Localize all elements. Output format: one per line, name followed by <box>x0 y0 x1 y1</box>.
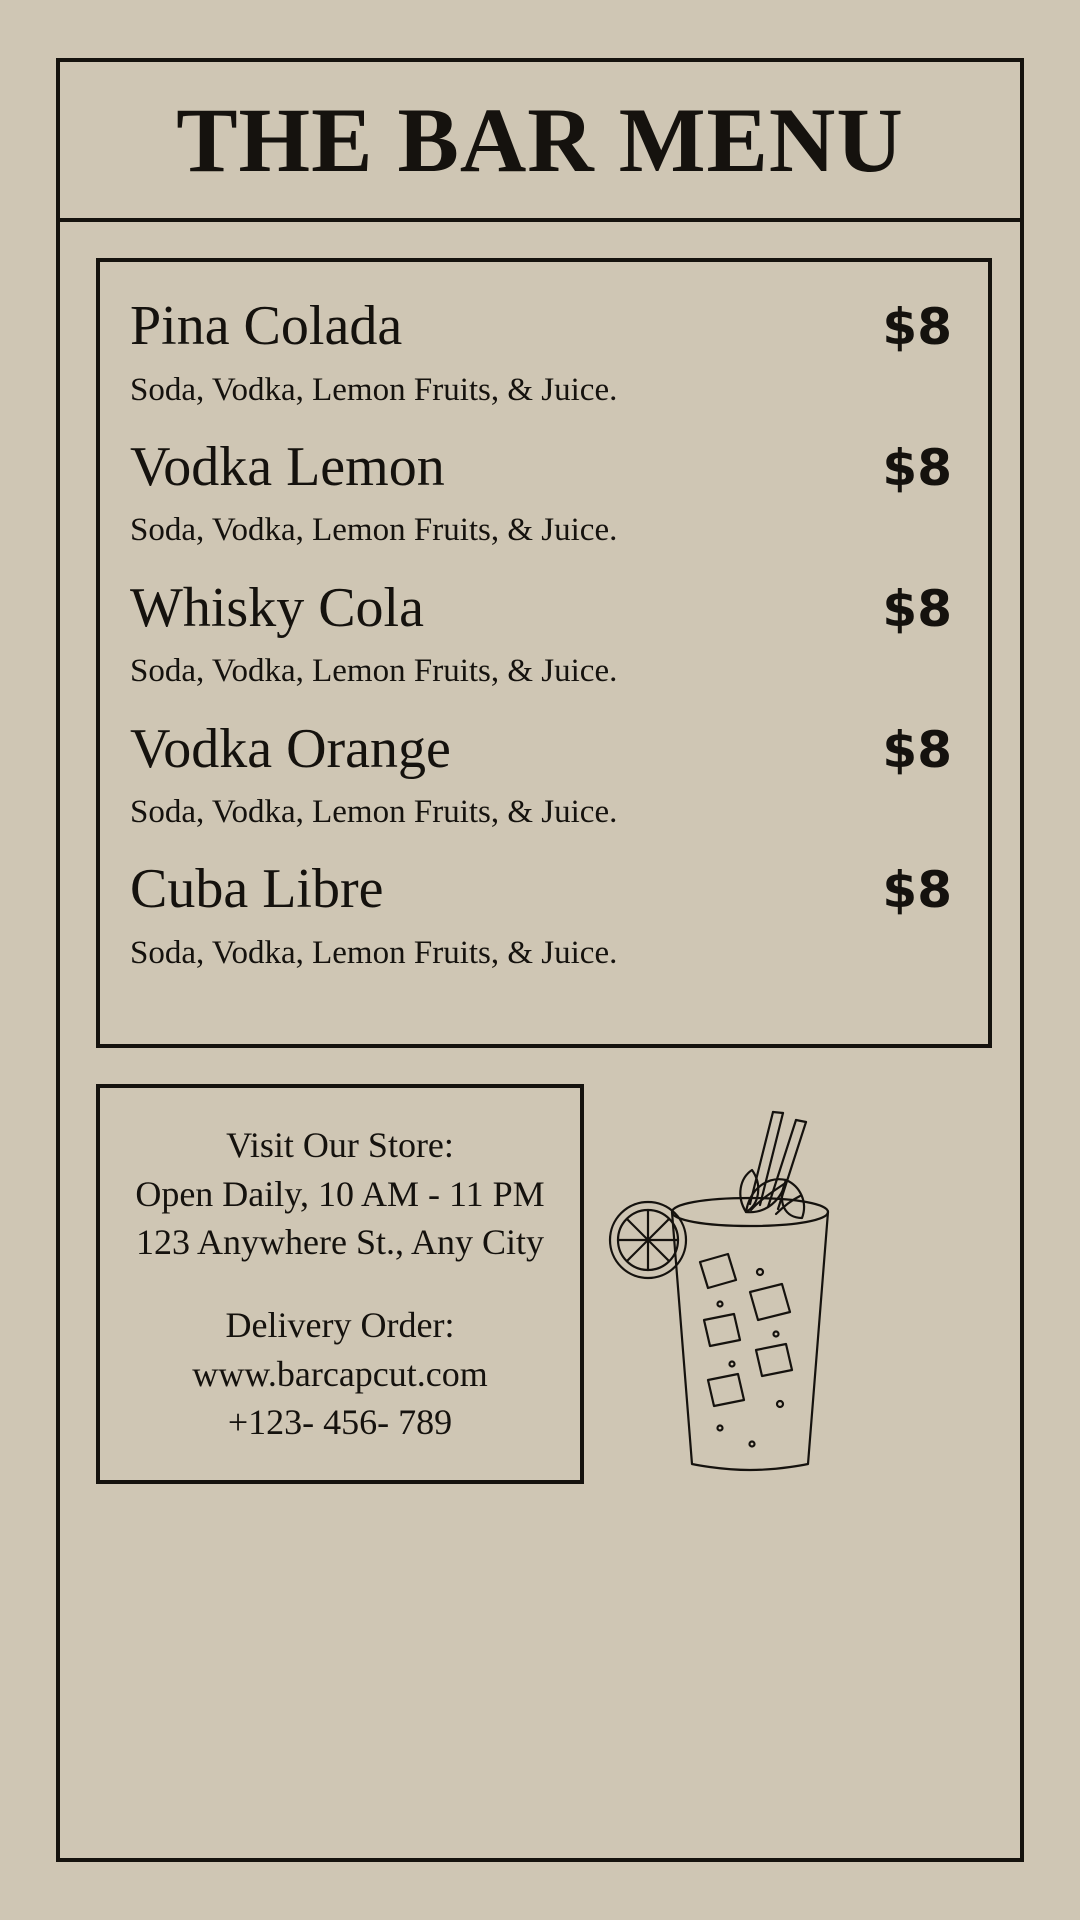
menu-item-name: Pina Colada <box>130 295 403 357</box>
menu-item-price: $8 <box>882 438 952 497</box>
store-address: 123 Anywhere St., Any City <box>135 1222 544 1263</box>
list-item <box>130 719 958 834</box>
list-item <box>130 296 958 411</box>
list-item <box>130 859 958 974</box>
menu-item-name: Whisky Cola <box>130 576 424 639</box>
menu-item-name: Vodka Orange <box>130 717 451 780</box>
list-item <box>130 437 958 552</box>
menu-poster <box>56 58 1024 1862</box>
list-item <box>130 578 958 693</box>
menu-item-price: $8 <box>882 579 952 638</box>
menu-item-description: Soda, Vodka, Lemon Fruits, & Juice. <box>130 653 618 690</box>
delivery-phone[interactable]: +123- 456- 789 <box>227 1402 453 1443</box>
cocktail-glass-icon <box>600 1092 840 1472</box>
menu-item-row <box>130 437 958 499</box>
menu-list <box>96 258 992 1048</box>
menu-item-description: Soda, Vodka, Lemon Fruits, & Juice. <box>130 512 618 549</box>
menu-item-description: Soda, Vodka, Lemon Fruits, & Juice. <box>130 934 618 971</box>
poster-header <box>60 62 1020 222</box>
menu-item-row <box>130 578 958 640</box>
store-info-box <box>96 1084 584 1484</box>
menu-item-row <box>130 296 958 358</box>
store-hours: Open Daily, 10 AM - 11 PM <box>135 1173 545 1214</box>
menu-item-description: Soda, Vodka, Lemon Fruits, & Juice. <box>130 371 618 408</box>
menu-item-row <box>130 859 958 921</box>
menu-item-row <box>130 719 958 781</box>
store-heading: Visit Our Store: <box>226 1125 454 1166</box>
delivery-heading: Delivery Order: <box>225 1305 455 1345</box>
menu-item-description: Soda, Vodka, Lemon Fruits, & Juice. <box>130 794 618 831</box>
menu-item-price: $8 <box>882 720 952 779</box>
delivery-website[interactable]: www.barcapcut.com <box>192 1353 488 1394</box>
menu-item-name: Cuba Libre <box>130 858 384 921</box>
menu-item-name: Vodka Lemon <box>130 435 445 498</box>
menu-item-price: $8 <box>882 861 952 920</box>
menu-item-price: $8 <box>882 298 952 356</box>
page-title: THE BAR MENU <box>176 89 904 191</box>
